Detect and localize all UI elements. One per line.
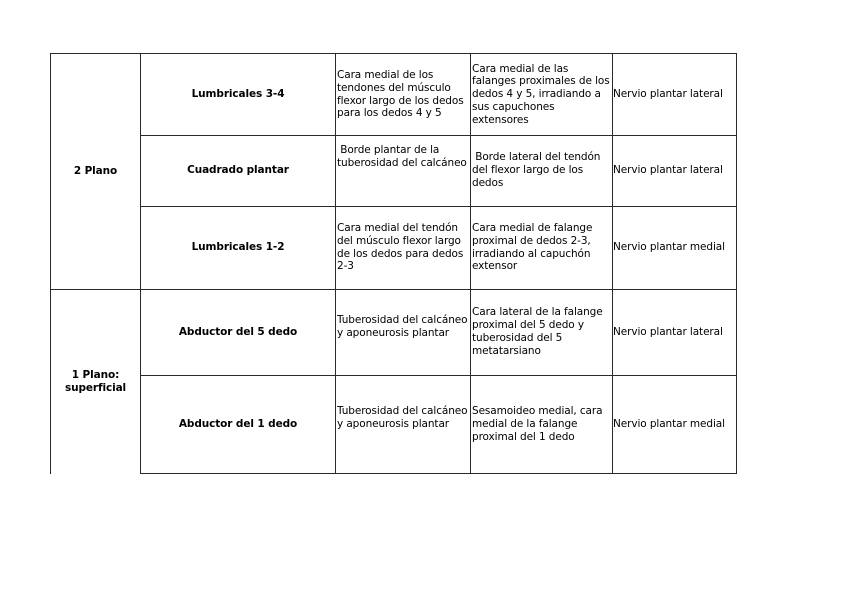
grid-line <box>140 473 737 474</box>
muscle-name: Lumbricales 3-4 <box>191 88 285 101</box>
origin-cell <box>336 54 471 135</box>
insertion-cell <box>471 206 612 289</box>
insertion-text: Cara medial de falange proximal de dedos 2-3, irradiando al capuchón extensor <box>472 221 593 273</box>
nerve-text: Nervio plantar medial <box>613 418 725 431</box>
muscle-name: Lumbricales 1-2 <box>191 241 285 254</box>
origin-cell <box>336 289 471 364</box>
grid-line <box>470 53 471 474</box>
grid-line <box>140 206 737 207</box>
plane-cell <box>51 54 140 289</box>
nerve-cell <box>612 206 736 289</box>
muscle-name-cell <box>140 135 336 206</box>
nerve-cell <box>612 54 736 135</box>
grid-line <box>50 53 51 474</box>
muscle-name-cell <box>140 375 336 474</box>
muscle-name-cell <box>140 54 336 135</box>
nerve-cell <box>612 135 736 206</box>
insertion-text: Cara lateral de la falange proximal del 5 dedo y tuberosidad del 5 metatarsiano <box>472 306 603 357</box>
insertion-cell <box>471 375 612 474</box>
insertion-cell <box>471 289 612 375</box>
nerve-cell <box>612 375 736 474</box>
insertion-text: Borde lateral del tendón del flexor largo de los dedos <box>472 151 604 189</box>
grid-line <box>736 53 737 474</box>
origin-cell <box>336 375 471 461</box>
plane-label: 1 Plano: superficial <box>64 368 127 394</box>
origin-text: Tuberosidad del calcáneo y aponeurosis plantar <box>337 313 468 339</box>
grid-line <box>50 289 737 290</box>
grid-line <box>335 53 336 474</box>
muscle-name: Abductor del 1 dedo <box>178 418 298 431</box>
origin-text: Borde plantar de la tuberosidad del calcáneo <box>337 144 467 169</box>
insertion-text: Cara medial de las falanges proximales de los dedos 4 y 5, irradiando a sus capuchones extensores <box>472 62 610 126</box>
nerve-text: Nervio plantar lateral <box>613 325 723 338</box>
origin-text: Cara medial de los tendones del músculo flexor largo de los dedos para los dedos 4 y 5 <box>337 68 464 120</box>
insertion-cell <box>471 54 612 135</box>
insertion-cell <box>471 135 612 206</box>
nerve-cell <box>612 289 736 375</box>
origin-cell <box>336 206 471 289</box>
plane-label: 2 Plano <box>73 165 118 178</box>
origin-text: Cara medial del tendón del músculo flexor largo de los dedos para dedos 2-3 <box>337 221 464 273</box>
muscle-name-cell <box>140 289 336 375</box>
origin-text: Tuberosidad del calcáneo y aponeurosis plantar <box>337 405 468 430</box>
origin-cell <box>336 137 471 183</box>
nerve-text: Nervio plantar medial <box>613 241 725 254</box>
muscle-name-cell <box>140 206 336 289</box>
nerve-text: Nervio plantar lateral <box>613 88 723 101</box>
grid-line <box>140 53 141 474</box>
grid-line <box>140 375 737 376</box>
insertion-text: Sesamoideo medial, cara medial de la falange proximal del 1 dedo <box>472 405 603 443</box>
muscle-name: Cuadrado plantar <box>187 164 289 177</box>
grid-line <box>50 53 737 54</box>
grid-line <box>612 53 613 474</box>
muscle-name: Abductor del 5 dedo <box>178 325 298 338</box>
plane-cell <box>51 289 140 474</box>
nerve-text: Nervio plantar lateral <box>613 164 723 177</box>
grid-line <box>140 135 737 136</box>
